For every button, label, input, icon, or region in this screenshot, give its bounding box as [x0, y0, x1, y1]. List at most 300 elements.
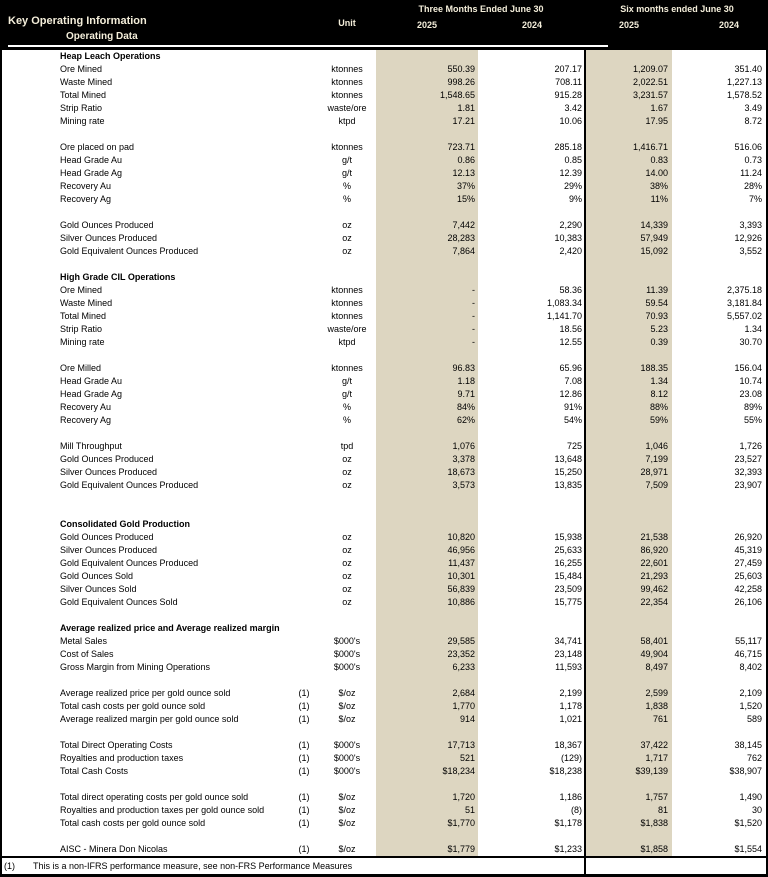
table-row: [0, 765, 768, 778]
footnote-marker: [290, 583, 318, 596]
value-3m-2024: $1,233: [554, 844, 582, 854]
unit-cell: waste/ore: [327, 324, 367, 334]
spacer-row: [0, 505, 768, 518]
value-6m-2025: 99,462: [640, 584, 668, 594]
column-group-six-months: Six months ended June 30: [620, 4, 734, 14]
unit-cell: ktonnes: [331, 77, 363, 87]
footnote-text: This is a non-IFRS performance measure, see non-FRS Performance Measures: [33, 861, 353, 871]
value-3m-2024: 7.08: [564, 376, 582, 386]
footnote-marker: [290, 89, 318, 102]
value-3m-2025: 1.18: [457, 376, 475, 386]
value-3m-2025: 51: [464, 805, 475, 815]
column-header-unit: Unit: [338, 18, 356, 28]
unit-cell: g/t: [341, 389, 352, 399]
table-row: [0, 570, 768, 583]
value-6m-2025: 761: [652, 714, 668, 724]
value-6m-2024: [672, 622, 768, 635]
row-label: Gold Equivalent Ounces Sold: [60, 597, 178, 607]
value-3m-2024: $18,238: [549, 766, 582, 776]
row-label: Mill Throughput: [60, 441, 122, 451]
table-row: [0, 141, 768, 154]
unit-cell: oz: [342, 233, 352, 243]
table-row: [0, 440, 768, 453]
value-3m-2025: 7,442: [452, 220, 475, 230]
value-3m-2025: [376, 518, 478, 531]
value-6m-2024: 45,319: [734, 545, 762, 555]
footnote-marker: [290, 661, 318, 674]
value-6m-2025: 58,401: [640, 636, 668, 646]
table-row: [0, 453, 768, 466]
row-label: Heap Leach Operations: [60, 51, 161, 61]
footnote-marker: [290, 375, 318, 388]
value-6m-2025: $1,858: [640, 844, 668, 854]
footnote-marker: [290, 570, 318, 583]
unit-cell: $000's: [333, 753, 361, 763]
footnote-marker: (1): [298, 688, 310, 698]
value-3m-2025: 3,573: [452, 480, 475, 490]
value-6m-2024: 55%: [743, 415, 762, 425]
footnote-marker: [290, 388, 318, 401]
table-row: [0, 700, 768, 713]
left-border: [0, 0, 2, 877]
spacer-row: [0, 206, 768, 219]
value-3m-2024: 2,290: [559, 220, 582, 230]
value-6m-2025: 14.00: [645, 168, 668, 178]
value-3m-2024: 16,255: [554, 558, 582, 568]
unit-cell: $/oz: [338, 792, 356, 802]
value-3m-2025: 62%: [456, 415, 475, 425]
value-3m-2024: 23,509: [554, 584, 582, 594]
unit-cell: oz: [342, 246, 352, 256]
row-label: Gross Margin from Mining Operations: [60, 662, 211, 672]
row-label: Silver Ounces Produced: [60, 545, 158, 555]
value-3m-2025: 56,839: [447, 584, 475, 594]
value-6m-2024: 1,578.52: [726, 90, 762, 100]
value-3m-2024: 3.42: [564, 103, 582, 113]
footnote-marker: (1): [4, 861, 15, 871]
unit-cell: ktonnes: [331, 298, 363, 308]
value-3m-2025: 23,352: [447, 649, 475, 659]
unit-cell: oz: [342, 454, 352, 464]
table-row: [0, 596, 768, 609]
value-6m-2025: 7,199: [645, 454, 668, 464]
value-3m-2024: 207.17: [554, 64, 582, 74]
table-row: [0, 336, 768, 349]
spacer-row: [0, 609, 768, 622]
page-title: Key Operating Information: [8, 15, 147, 27]
table-row: [0, 115, 768, 128]
value-3m-2024: 15,484: [554, 571, 582, 581]
unit-cell: [318, 50, 376, 63]
section-header-row: [0, 271, 768, 284]
row-label: Total Mined: [60, 90, 107, 100]
table-row: [0, 180, 768, 193]
table-row: [0, 544, 768, 557]
value-6m-2025: 15,092: [640, 246, 668, 256]
table-row: [0, 479, 768, 492]
row-label: Gold Equivalent Ounces Produced: [60, 246, 199, 256]
value-3m-2024: 13,648: [554, 454, 582, 464]
column-header-year-3m-2024: 2024: [521, 20, 543, 30]
row-label: Metal Sales: [60, 636, 108, 646]
value-3m-2024: 12.55: [559, 337, 582, 347]
value-3m-2024: 1,141.70: [546, 311, 582, 321]
footnote-marker: [290, 414, 318, 427]
unit-cell: $/oz: [338, 701, 356, 711]
unit-cell: oz: [342, 545, 352, 555]
row-label: High Grade CIL Operations: [60, 272, 176, 282]
value-6m-2024: 516.06: [734, 142, 762, 152]
value-6m-2024: 27,459: [734, 558, 762, 568]
unit-cell: %: [342, 415, 351, 425]
value-3m-2025: 10,820: [447, 532, 475, 542]
row-label: Silver Ounces Produced: [60, 233, 158, 243]
table-row: [0, 648, 768, 661]
footnote-marker: [290, 518, 318, 531]
row-label: Ore Mined: [60, 285, 103, 295]
value-3m-2025: $1,770: [447, 818, 475, 828]
spacer-row: [0, 830, 768, 843]
value-3m-2024: 11,593: [555, 662, 582, 672]
value-3m-2024: 1,083.34: [546, 298, 582, 308]
value-6m-2025: 188.35: [640, 363, 668, 373]
unit-cell: [318, 271, 376, 284]
value-3m-2025: 521: [459, 753, 475, 763]
table-row: [0, 635, 768, 648]
unit-cell: ktpd: [338, 116, 356, 126]
table-row: [0, 804, 768, 817]
table-row: [0, 466, 768, 479]
row-label: Total direct operating costs per gold ounce sold: [60, 792, 249, 802]
footnote-marker: [290, 557, 318, 570]
footnote-marker: (1): [298, 766, 310, 776]
value-6m-2024: 42,258: [734, 584, 762, 594]
table-row: [0, 375, 768, 388]
row-label: Ore Milled: [60, 363, 102, 373]
spacer-row: [0, 427, 768, 440]
value-3m-2025: 12.13: [452, 168, 475, 178]
value-6m-2024: 156.04: [734, 363, 762, 373]
value-6m-2024: $1,554: [734, 844, 762, 854]
value-3m-2024: 2,420: [559, 246, 582, 256]
row-label: Total Direct Operating Costs: [60, 740, 173, 750]
footnote-marker: [290, 336, 318, 349]
row-label: Total cash costs per gold ounce sold: [60, 701, 206, 711]
unit-cell: %: [342, 181, 351, 191]
row-label: Mining rate: [60, 337, 105, 347]
footnote-row: [0, 858, 768, 874]
row-label: Total Mined: [60, 311, 107, 321]
unit-cell: ktonnes: [331, 142, 363, 152]
value-3m-2025: 9.71: [457, 389, 475, 399]
table-row: [0, 89, 768, 102]
value-3m-2024: 15,775: [554, 597, 582, 607]
row-label: Gold Ounces Produced: [60, 454, 154, 464]
value-6m-2024: 30: [751, 805, 762, 815]
value-6m-2024: 5,557.02: [726, 311, 762, 321]
value-6m-2025: 5.23: [650, 324, 668, 334]
table-row: [0, 297, 768, 310]
value-6m-2024: 12,926: [734, 233, 762, 243]
value-6m-2025: 2,022.51: [632, 77, 668, 87]
value-6m-2025: [586, 271, 672, 284]
value-6m-2025: 1,209.07: [632, 64, 668, 74]
value-6m-2025: 0.39: [650, 337, 668, 347]
table-row: [0, 401, 768, 414]
value-6m-2025: 86,920: [640, 545, 668, 555]
value-3m-2025: -: [472, 285, 475, 295]
row-label: Ore Mined: [60, 64, 103, 74]
value-3m-2025: 10,886: [447, 597, 475, 607]
column-header-year-6m-2025: 2025: [618, 20, 640, 30]
value-6m-2024: 2,109: [739, 688, 762, 698]
spacer-row: [0, 349, 768, 362]
table-row: [0, 323, 768, 336]
subtitle-underline: [8, 45, 608, 47]
table-row: [0, 154, 768, 167]
unit-cell: waste/ore: [327, 103, 367, 113]
row-label: Gold Equivalent Ounces Produced: [60, 558, 199, 568]
footnote-marker: (1): [298, 818, 310, 828]
value-6m-2024: 55,117: [735, 636, 762, 646]
value-3m-2024: 2,199: [559, 688, 582, 698]
value-6m-2025: 21,538: [640, 532, 668, 542]
table-row: [0, 362, 768, 375]
value-3m-2024: 10.06: [559, 116, 582, 126]
table-row: [0, 232, 768, 245]
footnote-marker: [290, 440, 318, 453]
value-6m-2025: [586, 622, 672, 635]
table-row: [0, 739, 768, 752]
spacer-row: [0, 778, 768, 791]
table-row: [0, 687, 768, 700]
value-6m-2024: 11.24: [740, 168, 762, 178]
value-3m-2024: 58.36: [559, 285, 582, 295]
value-6m-2024: $38,907: [729, 766, 762, 776]
value-6m-2024: 7%: [748, 194, 762, 204]
value-6m-2024: $1,520: [734, 818, 762, 828]
row-label: Mining rate: [60, 116, 105, 126]
value-3m-2025: [376, 622, 478, 635]
footnote-marker: [290, 323, 318, 336]
footnote-marker: [290, 180, 318, 193]
unit-cell: ktonnes: [331, 363, 363, 373]
value-6m-2025: 59.54: [645, 298, 668, 308]
value-3m-2025: -: [472, 337, 475, 347]
value-6m-2024: 38,145: [734, 740, 762, 750]
table-row: [0, 817, 768, 830]
value-3m-2024: 1,178: [559, 701, 582, 711]
value-3m-2025: 1,770: [452, 701, 475, 711]
value-3m-2025: 84%: [456, 402, 475, 412]
value-3m-2024: 18.56: [559, 324, 582, 334]
footnote-marker: [290, 232, 318, 245]
footnote-marker: (1): [298, 701, 310, 711]
unit-cell: [318, 518, 376, 531]
value-3m-2024: 1,186: [559, 792, 582, 802]
value-3m-2024: [478, 518, 586, 531]
value-3m-2024: 9%: [568, 194, 582, 204]
table-row: [0, 245, 768, 258]
value-3m-2025: 18,673: [447, 467, 475, 477]
value-3m-2025: 1,720: [452, 792, 475, 802]
unit-cell: $000's: [333, 649, 361, 659]
row-label: Strip Ratio: [60, 103, 103, 113]
table-row: [0, 193, 768, 206]
unit-cell: oz: [342, 480, 352, 490]
unit-cell: $000's: [333, 740, 361, 750]
footnote-marker: [290, 310, 318, 323]
value-3m-2024: 29%: [563, 181, 582, 191]
value-6m-2024: [672, 271, 768, 284]
value-3m-2025: 998.26: [447, 77, 475, 87]
table-row: [0, 167, 768, 180]
value-6m-2025: 2,599: [645, 688, 668, 698]
value-6m-2025: 22,601: [640, 558, 668, 568]
value-6m-2025: [586, 50, 672, 63]
value-3m-2024: 54%: [563, 415, 582, 425]
value-3m-2024: (8): [571, 805, 582, 815]
value-6m-2024: 8,402: [739, 662, 762, 672]
row-label: Gold Ounces Produced: [60, 220, 154, 230]
value-3m-2025: 96.83: [452, 363, 475, 373]
unit-cell: $/oz: [338, 818, 356, 828]
footnote-marker: [290, 63, 318, 76]
table-row: [0, 310, 768, 323]
page-subtitle: Operating Data: [66, 31, 138, 42]
value-3m-2025: 3,378: [452, 454, 475, 464]
value-3m-2025: 17.21: [452, 116, 475, 126]
value-6m-2024: 32,393: [734, 467, 762, 477]
value-6m-2025: 1,046: [645, 441, 668, 451]
value-3m-2025: 723.71: [447, 142, 475, 152]
value-6m-2025: 57,949: [640, 233, 668, 243]
value-6m-2025: 8.12: [650, 389, 668, 399]
row-label: Gold Ounces Sold: [60, 571, 134, 581]
value-6m-2025: 37,422: [640, 740, 668, 750]
value-6m-2025: 22,354: [640, 597, 668, 607]
row-label: Head Grade Ag: [60, 168, 123, 178]
unit-cell: g/t: [341, 168, 352, 178]
value-3m-2024: 18,367: [554, 740, 582, 750]
value-6m-2025: 49,904: [640, 649, 668, 659]
footnote-marker: [290, 401, 318, 414]
value-6m-2024: 589: [746, 714, 762, 724]
value-6m-2025: 14,339: [640, 220, 668, 230]
value-6m-2024: 2,375.18: [726, 285, 762, 295]
footnote-marker: [290, 141, 318, 154]
row-label: Recovery Au: [60, 402, 112, 412]
value-3m-2025: 2,684: [452, 688, 475, 698]
row-label: Silver Ounces Produced: [60, 467, 158, 477]
table-row: [0, 791, 768, 804]
unit-cell: $/oz: [338, 714, 356, 724]
row-label: Waste Mined: [60, 298, 113, 308]
value-6m-2024: 762: [746, 753, 762, 763]
report-header-bar: [0, 0, 768, 50]
value-3m-2025: 550.39: [447, 64, 475, 74]
table-row: [0, 388, 768, 401]
unit-cell: ktonnes: [331, 90, 363, 100]
row-label: Average realized price per gold ounce sold: [60, 688, 231, 698]
value-3m-2025: 28,283: [447, 233, 475, 243]
footnote-marker: [290, 284, 318, 297]
value-3m-2025: 7,864: [452, 246, 475, 256]
value-3m-2024: 1,021: [559, 714, 582, 724]
value-6m-2024: 10.74: [739, 376, 762, 386]
column-group-three-months: Three Months Ended June 30: [418, 4, 544, 14]
value-6m-2025: 3,231.57: [632, 90, 668, 100]
spacer-row: [0, 674, 768, 687]
footnote-marker: (1): [298, 740, 310, 750]
value-6m-2024: 26,920: [734, 532, 762, 542]
value-3m-2025: $1,779: [447, 844, 475, 854]
value-6m-2024: 3.49: [744, 103, 762, 113]
value-6m-2024: [672, 518, 768, 531]
value-6m-2024: 1,490: [739, 792, 762, 802]
row-label: Consolidated Gold Production: [60, 519, 190, 529]
value-3m-2025: 914: [459, 714, 475, 724]
row-label: Recovery Au: [60, 181, 112, 191]
value-3m-2024: (129): [560, 753, 582, 763]
footnote-marker: [290, 50, 318, 63]
row-label: Royalties and production taxes per gold ounce sold: [60, 805, 265, 815]
value-3m-2024: 25,633: [554, 545, 582, 555]
value-6m-2024: 3,552: [739, 246, 762, 256]
unit-cell: %: [342, 194, 351, 204]
unit-cell: oz: [342, 571, 352, 581]
footnote-marker: [290, 479, 318, 492]
value-3m-2024: 285.18: [554, 142, 582, 152]
section-header-row: [0, 622, 768, 635]
value-3m-2025: [376, 271, 478, 284]
unit-cell: %: [342, 402, 351, 412]
section-header-row: [0, 518, 768, 531]
row-label: Silver Ounces Sold: [60, 584, 137, 594]
value-6m-2024: 1,726: [739, 441, 762, 451]
value-6m-2025: 7,509: [645, 480, 668, 490]
unit-cell: $/oz: [338, 688, 356, 698]
table-rows: [0, 50, 768, 856]
value-6m-2024: 0.73: [744, 155, 762, 165]
table-row: [0, 414, 768, 427]
footnote-marker: [290, 271, 318, 284]
spacer-row: [0, 492, 768, 505]
value-6m-2024: 23.08: [739, 389, 762, 399]
footnote-marker: [290, 154, 318, 167]
value-3m-2025: 11,437: [448, 558, 475, 568]
table-row: [0, 843, 768, 856]
value-6m-2025: 81: [657, 805, 668, 815]
table-row: [0, 713, 768, 726]
row-label: Gold Equivalent Ounces Produced: [60, 480, 199, 490]
value-3m-2024: 725: [566, 441, 582, 451]
unit-cell: tpd: [340, 441, 354, 451]
table-row: [0, 752, 768, 765]
footnote-marker: (1): [298, 792, 310, 802]
value-3m-2025: 1.81: [457, 103, 475, 113]
value-6m-2025: 0.83: [650, 155, 668, 165]
value-6m-2024: 351.40: [734, 64, 762, 74]
value-3m-2025: 37%: [456, 181, 475, 191]
footnote-marker: [290, 167, 318, 180]
row-label: Head Grade Ag: [60, 389, 123, 399]
value-6m-2024: 26,106: [734, 597, 762, 607]
footnote-marker: (1): [298, 844, 310, 854]
row-label: Recovery Ag: [60, 194, 112, 204]
table-row: [0, 583, 768, 596]
value-3m-2024: 12.86: [559, 389, 582, 399]
